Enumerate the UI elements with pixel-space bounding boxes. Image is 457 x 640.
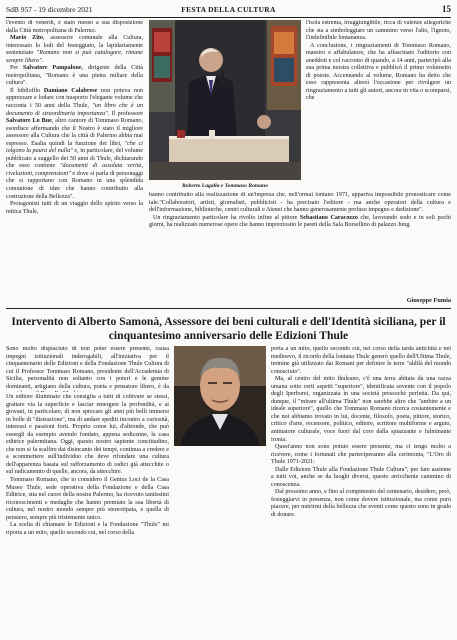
text-run: . (41, 57, 44, 64)
paragraph (149, 215, 451, 230)
event-photo-image (149, 20, 301, 180)
quote-text: "Romano non si può catalogare, rimane sempre libero" (6, 50, 143, 64)
text-run: Il bibliofilo (10, 87, 44, 94)
text-run: porta a un mito, quello secondo cui, nel corso della tarda antichità e nel medioevo, il ricordo della lontana Thule generò quello dell'Ultima Thule, termine già utilizzato dai Romani per definire le terre "aldilà del mondo conosciuto". (271, 346, 451, 375)
signature: Giuseppe Fumia (406, 297, 451, 304)
text-run: Per (10, 65, 23, 72)
top-article-col-2 (306, 20, 451, 190)
text-run: Tommaso Romano, che io considero il Genius Loci de la Casa Museo Thule, sede operativa della Fondazione e della Casa Editrice, sita nel cuore della nostra Palermo, ha ricevuto tantissimi riconoscimenti e medaglie che hanno premiato la sua libertà di cultura, nel nostro mondo sempre più stereotipata, e quella di pensiero, sempre più tristemente unico. (6, 477, 169, 521)
text-run: Un ringraziamento particolare ha rivolto infine al pittore (153, 214, 300, 221)
text-run: , altro cantore di Tommaso Romano, esordisce affermando che il Nostro è stato il migliore assessore alla Cultura che la città di Palermo abbia mai espresso. Esalta quindi la funzione dei libri, (6, 118, 143, 147)
paragraph (6, 477, 169, 522)
header-rule (6, 17, 451, 18)
page-number: 15 (442, 4, 451, 14)
paragraph (271, 467, 451, 490)
paragraph (271, 489, 451, 519)
paragraph (306, 20, 451, 43)
article-title: Intervento di Alberto Samonà, Assessore dei beni culturali e dell'Identità siciliana, per il cinquantesimo anniversario delle Edizioni Thule (11, 315, 446, 342)
text-run: Sono molto dispiaciuto di non poter essere presente, causa impegni istituzionali inderogabili, all'iniziativa per il cinquantenario delle Edizioni e della Fondazione Thule Cultura di cui il Professor Tommaso Romano, presidente dell'Accademia di Sicilia, personalità non soltanto con i poteri e le gemme dominanti, artigiano della cultura, poeta e pensatore libero, è da (6, 346, 169, 390)
paragraph (6, 35, 143, 65)
text-run: l'isola estrema, irraggiungibile, ricca di valenze allegoriche che sta a simboleggiare un cammino verso l'alto, l'ignoto, l'indefinibile lontananza. (306, 20, 451, 42)
text-run: Ma, al centro del mito thuleano, c'è una terra abitata da una razza umana sotto certi aspetti "superiore", identificata sovente con il popolo degli Iperborei, organizzata in una società pressoché perfetta. Da qui, dunque, il "mirare all'ultima Thule" non sarebbe altro che "ambire a un ideale superiore", quello che Tommaso Romano ricerca costantemente e che noi abbiamo trovato in lui, docente, filosofo, poeta, pittore, storico, critico d'arte, recensore, politico, editore, scrittore multiforme e arguto, animatore culturale, voce fuori dal coro dalla spiazzante e fulminante ironia. (271, 376, 451, 443)
text-run: A conclusione, i ringraziamenti di Tommaso Romano, maestro e affabulatore, che ha affascinato l'uditorio con aneddoti e col racconto di quando, a 14 anni, partecipò alla sua prima mostra collettiva e pubblicò il primo volumetto di poesie. Accennando al volume, Romano ha detto che esso rappresenta altresì l'occasione per rivolgere un ringraziamento a tutti gli autori, ancora in vita o scomparsi, che (306, 42, 451, 102)
text-run: , assessore comunale alla Cultura, interessato lo lodi del festeggiato, la lapidariamente sentenziato (6, 35, 143, 57)
photo-caption: Roberto Lagalla e Tommaso Romano (182, 183, 268, 189)
text-run: Dalle Edizioni Thule alla Fondazione Thule Cultura", per fare assieme a tutti voi, anche se da luoghi diversi, questo arricchente cammino di conoscenza. (271, 466, 451, 488)
paragraph (149, 192, 451, 215)
section-title: FESTA DELLA CULTURA (181, 5, 276, 14)
paragraph (6, 20, 143, 35)
bold-name: Salvatore Lo Bue (6, 118, 52, 125)
text-run: Quest'anno non sono potuto essere presente, ma ci tengo molto a ricevere, come i fortunati che parteciperanno alla cerimonia, "L'Oro di Thule 1971-2021: (271, 444, 451, 466)
quote-text: "che ci tolgono la paura del nulla" (6, 140, 143, 155)
text-run: che, lavorando sodo e in soli pochi giorni, ha realizzato numerose opere che hanno impreziosito le pareti della Sala Borsellino di palazzo Jung. (149, 214, 451, 229)
bold-name: Salvatore Pampalone (22, 65, 82, 72)
bottom-article-col-1 (6, 394, 169, 638)
text-run: hanno contribuito alla realizzazione di un'impresa che, nell'ormai lontano 1971, appariva impossibile pronosticare come tale."Collaboratori, artisti, giornalisti, pubblicisti - ha precisato l'editore - ma anche operatori della cultura e dell'informazione, biblioteche, centri culturali e Atenei che hanno generosamente profuso impegno e dedizione". (149, 192, 451, 214)
quote-text: "un libro che è un documento di straordinaria importanza" (6, 103, 143, 117)
text-run: Un editore illuminato che consiglia a tutti di coltivare se stessi, grattare via la superficie e lasciar emergere la profondità, e ai giovani, in particolare, di non sprecare gli anni più belli immersi in bolle di "distrazione", ma di andare spediti incontro a curiosità, interessi e passioni forti. Proprio come lui, d'altronde, che può essergli da esempio avendo fondato, appena sedicenne, la casa editrice palermitana. Oggi, questo nostro sapiente concittadino, che non si fa scalfire dai disincanto dei tempi, continua a credere e a scommettere sull'individuo che deve rifondare una cultura dell'apparenza basata sul rafforzamento di radici già attecchite o sul radicamento di quelle, ancora, da attecchire. (6, 394, 169, 476)
paragraph (271, 346, 451, 376)
quote-text: "documenti di assoluta verità, rivelazioni, comprensioni" (6, 163, 143, 177)
bottom-article-col-1-intro (6, 346, 169, 392)
paragraph (271, 376, 451, 444)
page-header (6, 3, 451, 16)
issue-info: SdB 957 - 19 dicembre 2021 (6, 5, 93, 14)
portrait-image (174, 346, 266, 446)
text-run: l'evento di venerdì, è stato messo a sua disposizione dalla Città metropolitana di Palermo. (6, 20, 143, 34)
event-photo (149, 20, 301, 180)
text-run: Protagonisti tutti di un viaggio dello spirito verso la mitica Thule, (6, 201, 143, 215)
bottom-article-col-2 (271, 346, 451, 638)
samona-portrait (174, 346, 266, 446)
bold-name: Mario Zito (10, 35, 43, 42)
top-article-col-1 (6, 20, 143, 286)
text-run: e, in particolare, del volume pubblicato a suggello dei 50 anni di Thule, dichiarando che esso contiene (6, 148, 143, 170)
paragraph (6, 88, 143, 201)
text-run: e dove si parla di personaggi che si rapportano con Romano in una splendida comunione di idee che hanno contribuito alla costruzione della Bellezza". (6, 170, 143, 200)
article-divider (6, 308, 451, 309)
paragraph (6, 522, 169, 537)
bold-name: Sebastiano Caracozzo (299, 214, 358, 221)
top-article-wide-block (149, 192, 451, 280)
bold-name: Damiano Calabrese (43, 87, 98, 94)
paragraph (6, 65, 143, 88)
text-run: La scelta di chiamare le Edizioni e la Fondazione "Thule" mi riporta a un mito, quello secondo cui, nel corso della (6, 522, 169, 536)
text-run: Dal prossimo anno, e fino al compimento del centenario, desidero, però, festeggiarvi in presenza, non come dovere istituzionale, ma come puro piacere, per nutrirmi della bellezza che eventi come questo sono in grado di donare. (271, 489, 451, 519)
paragraph (6, 346, 169, 392)
paragraph (306, 43, 451, 103)
text-run: . Il professore (107, 110, 143, 117)
paragraph (6, 201, 143, 216)
paragraph (6, 394, 169, 477)
text-run: non poteva non apprezzare e lodare con trasporto l'elegante volume che racconta i 50 anni della Thule, (6, 87, 143, 110)
text-run: , dirigente della Città metropolitana, "Romano è una pietra miliare della cultura". (6, 65, 143, 87)
paragraph (271, 444, 451, 467)
